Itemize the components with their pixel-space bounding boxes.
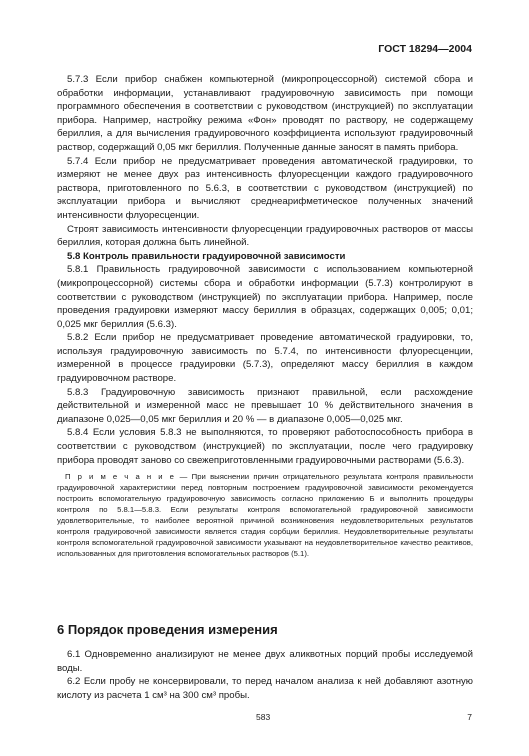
paragraph-dependency: Строят зависимость интенсивности флуоресценции градуировочных растворов от массы бериллия, которая должна быть линейной. [57,223,473,249]
note-text: — При выяснении причин отрицательного результата контроля правильности градуировочной характеристики перед повторным построением градуировочной зависимости рекомендуется построить вспомогательную градуировочную зависимость согласно приложению Б и выполнить процедуры контроля по 5.8.1—5.8.3. Если результаты контроля вспомогательной градуировочной зависимости удовлетворительные, то наиболее вероятной причиной возникновения неудовлетворительных результатов контроля градуировочной зависимости является стадия сорбции бериллия. Неудовлетворительные результаты контроля вспомогательной градуировочной зависимости указывают на неудовлетворительное качество реактивов, использованных для приготовления вспомогательных растворов (5.1). [57,472,473,559]
document-header: ГОСТ 18294—2004 [378,43,472,55]
paragraph-5-8-4: 5.8.4 Если условия 5.8.3 не выполняются, то проверяют работоспособность прибора в соответствии с руководством (инструкцией) по эксплуатации, после чего градуировку прибора проводят заново со свежеприготовленными градуировочными растворами (5.6.3). [57,427,473,466]
paragraph-5-7-3: 5.7.3 Если прибор снабжен компьютерной (микропроцессорной) системой сбора и обработки информации, устанавливают градуировочную зависимость при помощи программного обеспечения в соответствии с руководством (инструкцией) по эксплуатации прибора. Например, настройку режима «Фон» проводят по раствору, не содержащему бериллия, а для вычисления градуировочного коэффициента используют градуировочный раствор, содержащий 0,05 мкг бериллия. Полученные данные заносят в память прибора. [57,74,473,153]
note [57,471,473,559]
paragraph-6-1: 6.1 Одновременно анализируют не менее двух аликвотных порций пробы исследуемой воды. [57,649,473,674]
paragraph-5-7-4: 5.7.4 Если прибор не предусматривает проведения автоматической градуировки, то измеряют не менее двух раз интенсивность флуоресценции каждого градуировочного раствора, приготовленного по 5.6.3, в соответствии с руководством (инструкцией) по эксплуатации прибора и вычисляют среднеарифметическое полученных значений интенсивности флуоресценции. [57,155,473,221]
paragraph-5-8-1: 5.8.1 Правильность градуировочной зависимости с использованием компьютерной (микропроцессорной) системы сбора и обработки информации (5.7.3) контролируют в соответствии с руководством (инструкцией) по эксплуатации прибора. Например, после проведения градуировки измеряют массу бериллия в образцах, содержащих 0,005; 0,01; 0,025 мкг бериллия (5.6.3). [57,264,473,330]
page-number-right: 7 [467,712,472,722]
main-text [57,73,473,559]
section-text [57,648,473,702]
paragraph-5-8-2: 5.8.2 Если прибор не предусматривает проведение автоматической градуировки, то, используя градуировочную зависимость по 5.7.4, по интенсивности флуоресценции, измеренной в процессе градуировки (5.7.3), определяют массу бериллия в каждом градуировочном растворе. [57,332,473,385]
subsection-heading-5-8: 5.8 Контроль правильности градуировочной зависимости [67,250,346,262]
paragraph-5-8-3: 5.8.3 Градуировочную зависимость признают правильной, если расхождение действительной и измеренной масс не превышает 10 % действительного значения в диапазоне 0,025—0,05 мкг бериллия и 20 % — в диапазоне 0,005—0,025 мкг. [57,386,473,425]
page-number-center: 583 [256,712,271,722]
section-title: 6 Порядок проведения измерения [57,622,278,637]
paragraph-6-2: 6.2 Если пробу не консервировали, то перед началом анализа к ней добавляют азотную кислоту из расчета 1 см³ на 300 см³ пробы. [57,676,473,701]
note-label: П р и м е ч а н и е [65,472,176,482]
